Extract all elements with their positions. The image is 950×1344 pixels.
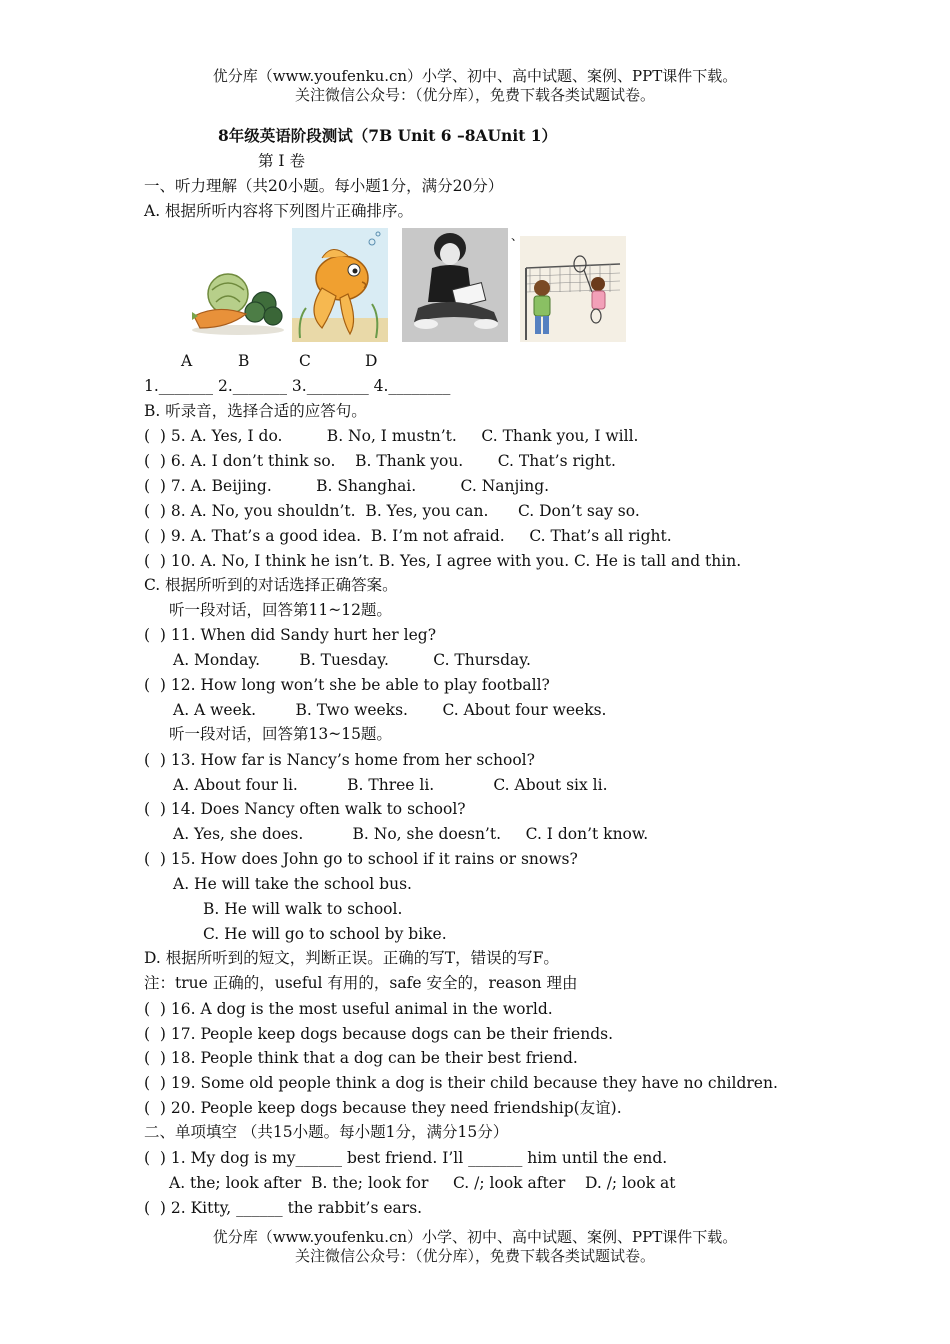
badminton-picture: [520, 236, 626, 342]
question-11-options: A. Monday. B. Tuesday. C. Thursday.: [173, 651, 531, 669]
partD-note: 注：true 正确的，useful 有用的，safe 安全的，reason 理由: [144, 974, 578, 992]
question-15-option-b: B. He will walk to school.: [203, 900, 403, 918]
s2-question-1-options: A. the; look after B. the; look for C. /; look after D. /; look at: [169, 1174, 676, 1192]
footer-line-2: 关注微信公众号：（优分库），免费下载各类试题试卷。: [294, 1247, 655, 1265]
section2-heading: 二、单项填空 （共15小题。每小题1分，满分15分）: [144, 1123, 509, 1141]
partC-instruction: C. 根据所听到的对话选择正确答案。: [144, 576, 398, 594]
question-20: ( ) 20. People keep dogs because they need friendship(友谊).: [144, 1099, 622, 1117]
header-line-1: 优分库（www.youfenku.cn）小学、初中、高中试题、案例、PPT课件下载。: [212, 67, 738, 85]
picture-label-b: B: [238, 352, 250, 370]
picture-label-d: D: [365, 352, 378, 370]
page-title: 8年级英语阶段测试（7B Unit 6 –8AUnit 1）: [218, 126, 558, 145]
question-10: ( ) 10. A. No, I think he isn’t. B. Yes, I agree with you. C. He is tall and thin.: [144, 552, 742, 570]
question-11: ( ) 11. When did Sandy hurt her leg?: [144, 626, 437, 644]
question-15-option-c: C. He will go to school by bike.: [203, 925, 447, 943]
question-13-options: A. About four li. B. Three li. C. About six li.: [173, 776, 608, 794]
question-15: ( ) 15. How does John go to school if it rains or snows?: [144, 850, 578, 868]
question-15-option-a: A. He will take the school bus.: [173, 875, 412, 893]
picture-label-a: A: [181, 352, 193, 370]
question-13: ( ) 13. How far is Nancy’s home from her school?: [144, 751, 535, 769]
question-17: ( ) 17. People keep dogs because dogs can be their friends.: [144, 1025, 614, 1043]
question-7: ( ) 7. A. Beijing. B. Shanghai. C. Nanjing.: [144, 477, 550, 495]
partA-instruction: A. 根据所听内容将下列图片正确排序。: [144, 202, 414, 220]
s2-question-2: ( ) 2. Kitty, ______ the rabbit’s ears.: [144, 1199, 423, 1217]
partB-instruction: B. 听录音，选择合适的应答句。: [144, 402, 367, 420]
question-12-options: A. A week. B. Two weeks. C. About four weeks.: [173, 701, 607, 719]
question-6: ( ) 6. A. I don’t think so. B. Thank you. C. That’s right.: [144, 452, 616, 470]
picture-label-c: C: [299, 352, 311, 370]
goldfish-picture: [292, 228, 388, 342]
question-14: ( ) 14. Does Nancy often walk to school?: [144, 800, 466, 818]
question-12: ( ) 12. How long won’t she be able to play football?: [144, 676, 550, 694]
s2-question-1: ( ) 1. My dog is my______ best friend. I’ll _______ him until the end.: [144, 1149, 668, 1167]
footer-line-1: 优分库（www.youfenku.cn）小学、初中、高中试题、案例、PPT课件下载。: [212, 1228, 738, 1246]
question-18: ( ) 18. People think that a dog can be their best friend.: [144, 1049, 578, 1067]
partD-instruction: D. 根据所听到的短文，判断正误。正确的写T，错误的写F。: [144, 949, 559, 967]
question-8: ( ) 8. A. No, you shouldn’t. B. Yes, you can. C. Don’t say so.: [144, 502, 640, 520]
question-14-options: A. Yes, she does. B. No, she doesn’t. C. I don’t know.: [173, 825, 649, 843]
stray-mark: 、: [511, 229, 524, 243]
section1-heading: 一、听力理解（共20小题。每小题1分，满分20分）: [144, 177, 504, 195]
partA-answer-line: 1._______ 2._______ 3.________ 4.________: [144, 377, 451, 395]
partC-sub2: 听一段对话，回答第13~15题。: [169, 725, 392, 743]
vegetables-picture: [188, 268, 288, 336]
partC-sub1: 听一段对话，回答第11~12题。: [169, 601, 392, 619]
volume-label: 第 I 卷: [258, 152, 305, 170]
question-5: ( ) 5. A. Yes, I do. B. No, I mustn’t. C. Thank you, I will.: [144, 427, 639, 445]
question-9: ( ) 9. A. That’s a good idea. B. I’m not afraid. C. That’s all right.: [144, 527, 672, 545]
question-19: ( ) 19. Some old people think a dog is their child because they have no children.: [144, 1074, 778, 1092]
girl-laptop-picture: [402, 228, 508, 342]
question-16: ( ) 16. A dog is the most useful animal in the world.: [144, 1000, 553, 1018]
header-line-2: 关注微信公众号：（优分库），免费下载各类试题试卷。: [294, 86, 655, 104]
